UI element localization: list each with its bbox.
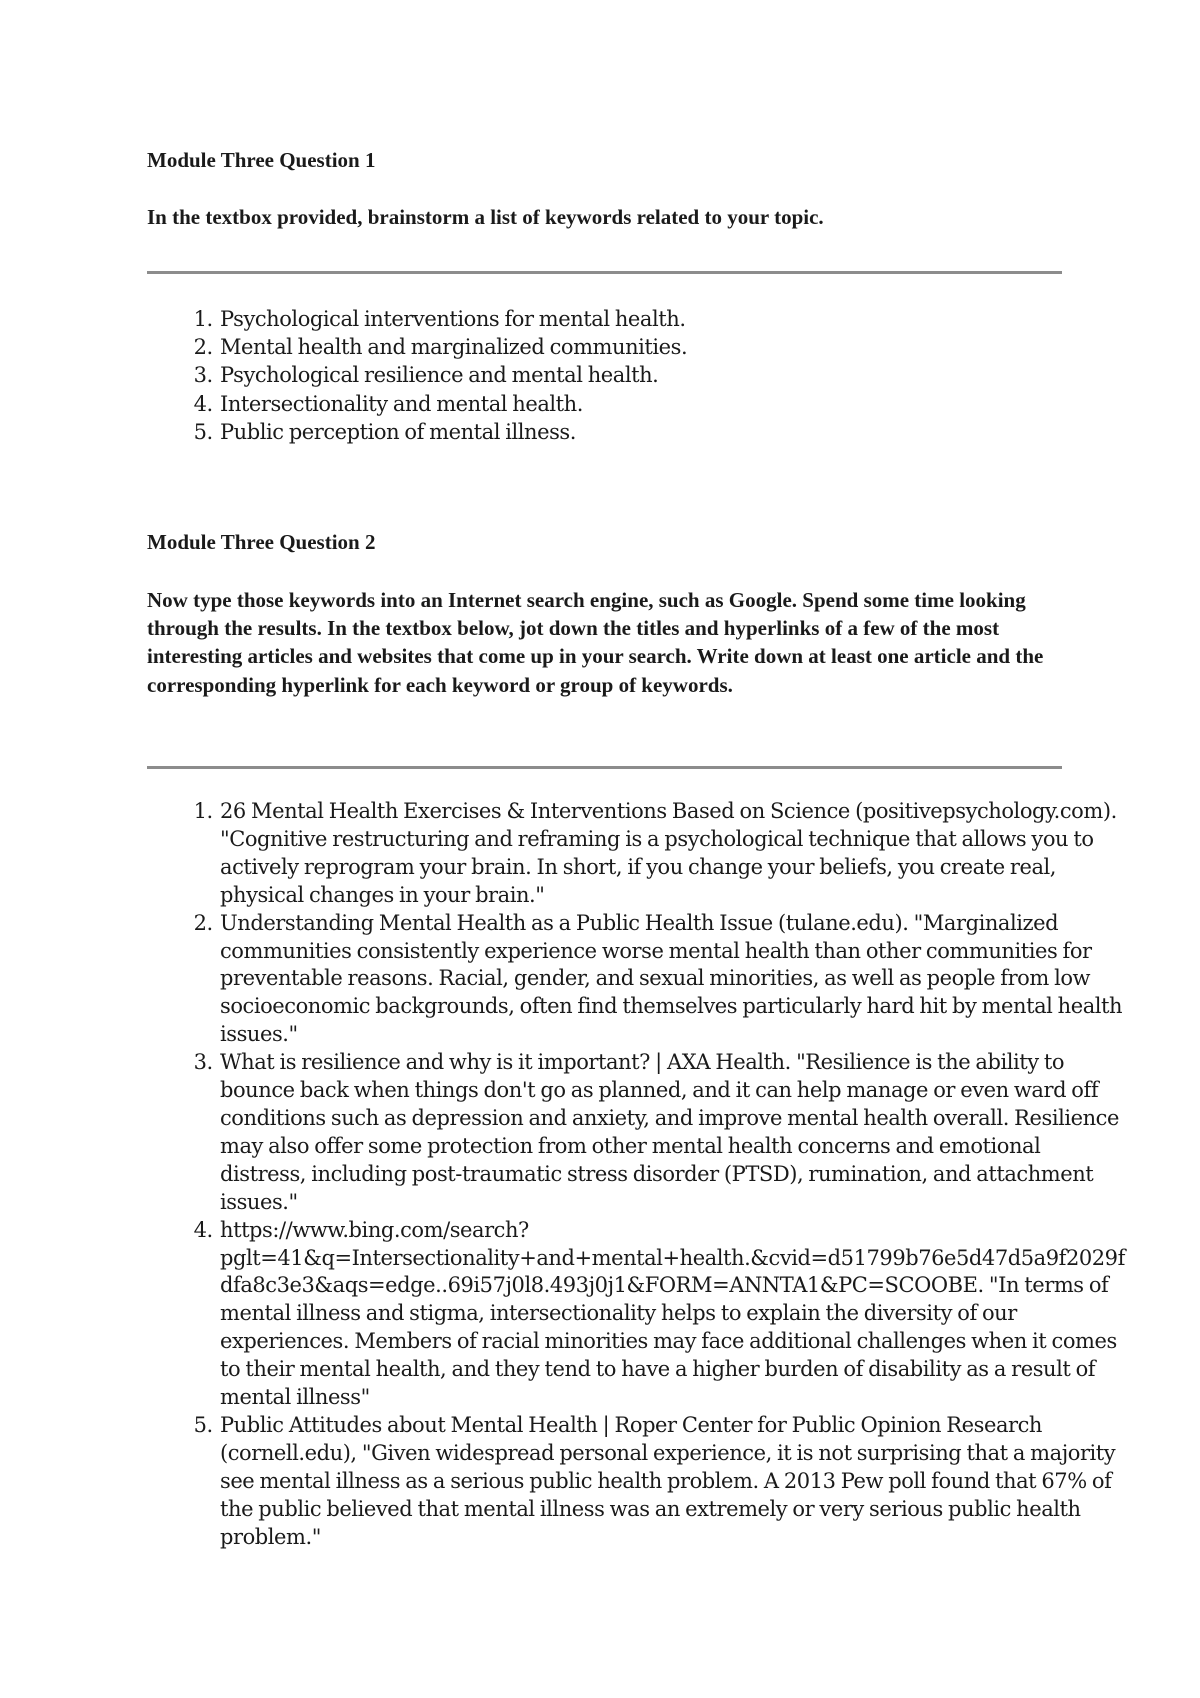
question-1-title: Module Three Question 1 xyxy=(147,148,376,172)
keyword-item-5: 5. Public perception of mental illness. xyxy=(218,418,1128,446)
question-2-title: Module Three Question 2 xyxy=(147,530,376,554)
article-item-5: 5. Public Attitudes about Mental Health | Roper Center for Public Opinion Research (cornell.edu), "Given widespread personal experience, it is not surprising that a majority see mental illness as a serious public health problem. A 2013 Pew poll found that 67% of the public believed that mental illness was an extremely or very serious public health problem." xyxy=(218,1412,1128,1552)
keyword-item-3: 3. Psychological resilience and mental health. xyxy=(218,361,1128,389)
article-item-1: 1. 26 Mental Health Exercises & Interventions Based on Science (positivepsychology.com). "Cognitive restructuring and reframing is a psychological technique that allows you to actively reprogram your brain. In short, if you change your beliefs, you create real, physical changes in your brain." xyxy=(218,798,1128,910)
question-2-prompt: Now type those keywords into an Internet search engine, such as Google. Spend some time looking through the results. In the textbox below, jot down the titles and hyperlinks of a few of the most interesting articles and websites that come up in your search. Write down at least one article and the corresponding hyperlink for each keyword or group of keywords. xyxy=(147,588,1044,697)
keyword-item-4: 4. Intersectionality and mental health. xyxy=(218,390,1128,418)
keyword-item-1: 1. Psychological interventions for mental health. xyxy=(218,305,1128,333)
keyword-item-2: 2. Mental health and marginalized communities. xyxy=(218,333,1128,361)
article-item-3: 3. What is resilience and why is it important? | AXA Health. "Resilience is the ability to bounce back when things don't go as planned, and it can help manage or even ward off conditions such as depression and anxiety, and improve mental health overall. Resilience may also offer some protection from other mental health concerns and emotional distress, including post-traumatic stress disorder (PTSD), rumination, and attachment issues." xyxy=(218,1049,1128,1216)
article-list[interactable] xyxy=(147,798,1128,1551)
article-item-4: 4. https://www.bing.com/search?pglt=41&q=Intersectionality+and+mental+health.&cvid=d51799b76e5d47d5a9f2029fdfa8c3e3&aqs=edge..69i57j0l8.493j0j1&FORM=ANNTA1&PC=SCOOBE. "In terms of mental illness and stigma, intersectionality helps to explain the diversity of our experiences. Members of racial minorities may face additional challenges when it comes to their mental health, and they tend to have a higher burden of disability as a result of mental illness" xyxy=(218,1217,1128,1412)
question-1-prompt: In the textbox provided, brainstorm a list of keywords related to your topic. xyxy=(147,205,824,229)
answer-box-divider-2 xyxy=(147,766,1062,769)
answer-box-divider-1 xyxy=(147,271,1062,274)
keyword-list[interactable] xyxy=(147,305,1128,446)
article-item-2: 2. Understanding Mental Health as a Public Health Issue (tulane.edu). "Marginalized communities consistently experience worse mental health than other communities for preventable reasons. Racial, gender, and sexual minorities, as well as people from low socioeconomic backgrounds, often find themselves particularly hard hit by mental health issues." xyxy=(218,910,1128,1050)
